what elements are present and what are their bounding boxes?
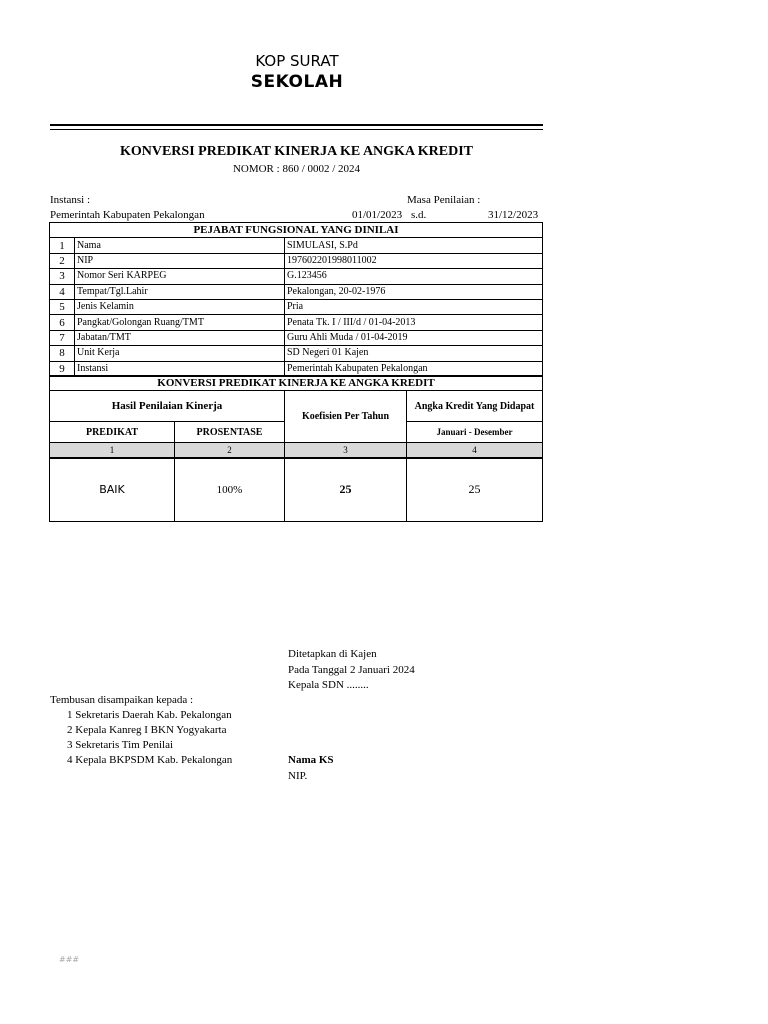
- row-number: 7: [50, 330, 75, 345]
- masa-penilaian-label: Masa Penilaian :: [407, 194, 481, 206]
- letterhead-line-1: KOP SURAT: [255, 52, 339, 70]
- letterhead-rule-thin: [50, 129, 543, 130]
- prosentase-value: 100%: [175, 458, 285, 522]
- table-row: [50, 238, 543, 253]
- row-label: Jenis Kelamin: [75, 299, 285, 314]
- letterhead-line-2: SEKOLAH: [250, 72, 344, 92]
- signer-name: Nama KS: [288, 754, 334, 766]
- angka-kredit-value: 25: [407, 458, 543, 522]
- tembusan-item: [67, 738, 173, 752]
- column-number: 4: [407, 443, 543, 458]
- konversi-table: [49, 375, 543, 522]
- letterhead-rule-thick: [50, 124, 543, 126]
- row-number: 2: [50, 253, 75, 268]
- konversi-header: KONVERSI PREDIKAT KINERJA KE ANGKA KREDIT: [50, 376, 543, 391]
- instansi-label: Instansi :: [50, 194, 91, 206]
- row-number: 3: [50, 269, 75, 284]
- row-number: 9: [50, 361, 75, 376]
- tembusan-number: 3: [67, 739, 73, 751]
- tembusan-label: Tembusan disampaikan kepada :: [50, 694, 194, 706]
- row-label: Jabatan/TMT: [75, 330, 285, 345]
- row-label: Instansi: [75, 361, 285, 376]
- row-value: Pria: [285, 299, 543, 314]
- tembusan-item: [67, 723, 226, 737]
- tembusan-number: 1: [67, 709, 73, 721]
- hasil-penilaian-label: Hasil Penilaian Kinerja: [50, 391, 285, 422]
- tembusan-text: Sekretaris Tim Penilai: [75, 739, 174, 751]
- column-number-row: [50, 443, 543, 458]
- column-number: 1: [50, 443, 175, 458]
- pada-tanggal: Pada Tanggal 2 Januari 2024: [288, 664, 415, 676]
- footer-mark: ###: [59, 955, 80, 964]
- table-row: [50, 284, 543, 299]
- table-row: [50, 315, 543, 330]
- tembusan-item: [67, 708, 232, 722]
- pejabat-header-row: [50, 223, 543, 238]
- tembusan-number: 2: [67, 724, 73, 736]
- tembusan-text: Sekretaris Daerah Kab. Pekalongan: [75, 709, 232, 721]
- row-number: 4: [50, 284, 75, 299]
- konversi-subheader-row: [50, 391, 543, 422]
- document-title: KONVERSI PREDIKAT KINERJA KE ANGKA KREDIT: [119, 144, 474, 159]
- signer-nip: NIP.: [288, 770, 308, 782]
- row-value: SD Negeri 01 Kajen: [285, 346, 543, 361]
- tembusan-number: 4: [67, 754, 73, 766]
- konversi-value-row: [50, 458, 543, 522]
- row-label: Pangkat/Golongan Ruang/TMT: [75, 315, 285, 330]
- table-row: [50, 346, 543, 361]
- row-value: Guru Ahli Muda / 01-04-2019: [285, 330, 543, 345]
- masa-sd: s.d.: [411, 209, 427, 221]
- document-number: NOMOR : 860 / 0002 / 2024: [232, 163, 361, 175]
- ditetapkan-di: Ditetapkan di Kajen: [288, 648, 377, 660]
- row-label: Nama: [75, 238, 285, 253]
- periode-label: Januari - Desember: [407, 422, 543, 443]
- tembusan-item: [67, 753, 232, 767]
- tembusan-text: Kepala BKPSDM Kab. Pekalongan: [75, 754, 233, 766]
- table-row: [50, 253, 543, 268]
- row-label: Nomor Seri KARPEG: [75, 269, 285, 284]
- table-row: [50, 299, 543, 314]
- konversi-header-row: [50, 376, 543, 391]
- table-row: [50, 269, 543, 284]
- row-number: 1: [50, 238, 75, 253]
- koefisien-value: 25: [285, 458, 407, 522]
- masa-start-date: 01/01/2023: [352, 209, 403, 221]
- row-label: NIP: [75, 253, 285, 268]
- koefisien-label: Koefisien Per Tahun: [285, 391, 407, 443]
- table-row: [50, 330, 543, 345]
- masa-end-date: 31/12/2023: [488, 209, 539, 221]
- row-value: 197602201998011002: [285, 253, 543, 268]
- row-value: SIMULASI, S.Pd: [285, 238, 543, 253]
- row-number: 6: [50, 315, 75, 330]
- angka-kredit-label: Angka Kredit Yang Didapat: [407, 391, 543, 422]
- jabatan-penandatangan: Kepala SDN ........: [288, 679, 369, 691]
- row-label: Tempat/Tgl.Lahir: [75, 284, 285, 299]
- row-value: G.123456: [285, 269, 543, 284]
- row-number: 5: [50, 299, 75, 314]
- row-value: Penata Tk. I / III/d / 01-04-2013: [285, 315, 543, 330]
- row-number: 8: [50, 346, 75, 361]
- pejabat-table: [49, 222, 543, 377]
- row-label: Unit Kerja: [75, 346, 285, 361]
- pejabat-header: PEJABAT FUNGSIONAL YANG DINILAI: [50, 223, 543, 238]
- tembusan-text: Kepala Kanreg I BKN Yogyakarta: [75, 724, 227, 736]
- row-value: Pekalongan, 20-02-1976: [285, 284, 543, 299]
- prosentase-label: PROSENTASE: [175, 422, 285, 443]
- row-value: Pemerintah Kabupaten Pekalongan: [285, 361, 543, 376]
- column-number: 3: [285, 443, 407, 458]
- column-number: 2: [175, 443, 285, 458]
- predikat-label: PREDIKAT: [50, 422, 175, 443]
- instansi-value: Pemerintah Kabupaten Pekalongan: [50, 209, 205, 221]
- predikat-value: BAIK: [50, 458, 175, 522]
